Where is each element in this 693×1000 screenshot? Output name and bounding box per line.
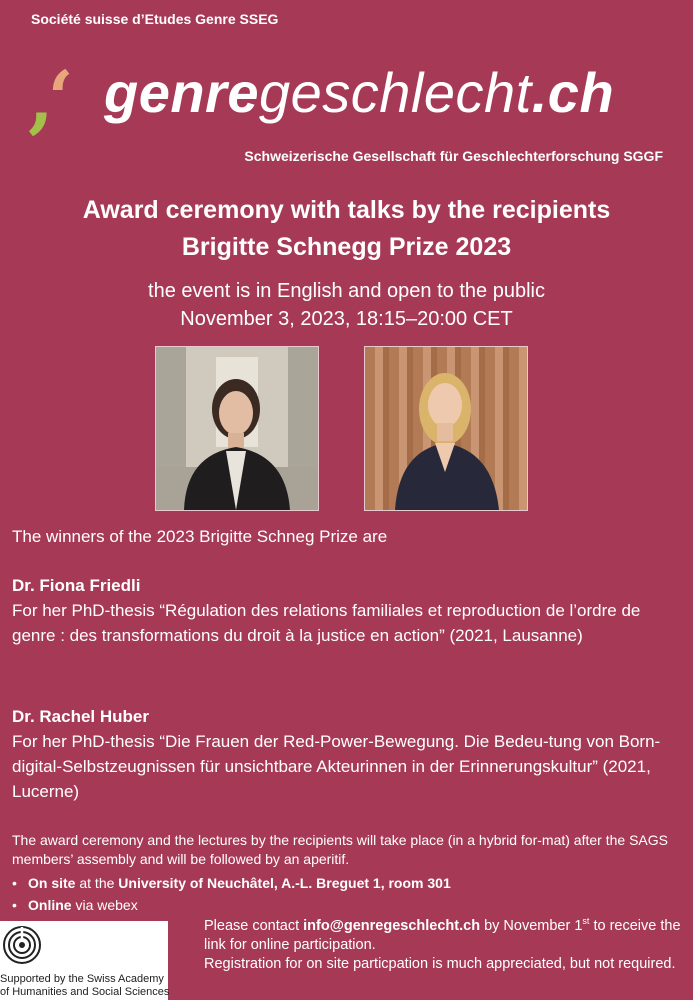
org-name-de: Schweizerische Gesellschaft für Geschlechterforschung SGGF <box>244 148 663 164</box>
winner-1-thesis: For her PhD-thesis “Régulation des relations familiales et reproduction de l’ordre de genre : des transformations du droit à la justice en action” (2021, Lausanne) <box>12 601 641 645</box>
logo-quote-green: , <box>28 56 54 142</box>
event-subtitle: the event is in English and open to the public <box>148 280 545 302</box>
portrait-2-illustration <box>365 347 527 510</box>
location-list <box>12 872 451 916</box>
contact-email-link[interactable]: info@genregeschlecht.ch <box>303 918 481 934</box>
event-datetime: November 3, 2023, 18:15–20:00 CET <box>180 308 513 330</box>
winners-intro: The winners of the 2023 Brigitte Schneg Prize are <box>12 527 388 546</box>
bullet-onsite <box>12 872 451 894</box>
registration-note: Registration for on site particpation is much appreciated, but not required. <box>204 956 676 972</box>
contact-prefix: Please contact <box>204 918 304 934</box>
genregeschlecht-logo[interactable] <box>28 56 668 142</box>
event-title: Award ceremony with talks by the recipients <box>82 196 611 224</box>
sponsor-box <box>0 921 168 1000</box>
winner-1-name: Dr. Fiona Friedli <box>12 576 141 595</box>
org-name-fr: Société suisse d’Etudes Genre SSEG <box>31 11 279 27</box>
winner-2-thesis: For her PhD-thesis “Die Frauen der Red-Power-Bewegung. Die Bedeu-tung von Born-digital-Selbstzeugnissen für unsichtbare Akteurinnen in der Erinnerungskultur” (2021, Lucerne) <box>12 732 661 801</box>
photo-rachel-huber <box>364 346 528 511</box>
bullet-online <box>12 894 451 916</box>
sponsor-line-1: Supported by the Swiss Academy <box>0 973 164 985</box>
sponsor-text <box>0 973 169 999</box>
contact-paragraph <box>204 917 684 955</box>
contact-suffix: to receive the link for online participation. <box>204 918 681 953</box>
bullet-icon: • <box>12 897 17 913</box>
onsite-location: University of Neuchâtel, A.-L. Breguet 1, room 301 <box>118 875 451 891</box>
photo-fiona-friedli <box>155 346 319 511</box>
winner-2-name: Dr. Rachel Huber <box>12 707 149 726</box>
prize-title: Brigitte Schnegg Prize 2023 <box>181 233 512 261</box>
online-via: via webex <box>71 897 138 913</box>
logo-quote-marks <box>28 56 74 142</box>
onsite-connector: at the <box>75 875 119 891</box>
logo-quote-peach: ‘ <box>47 56 74 142</box>
logo-tld: .ch <box>531 61 615 124</box>
logo-wordmark <box>104 56 614 130</box>
contact-deadline: by November 1 <box>480 918 583 934</box>
portrait-1-illustration <box>156 347 318 510</box>
labyrinth-icon <box>2 925 42 965</box>
sponsor-line-2: of Humanities and Social Sciences <box>0 986 170 998</box>
onsite-label: On site <box>28 875 76 891</box>
logo-bold: genre <box>104 61 259 124</box>
contact-deadline-sup: st <box>582 916 590 927</box>
contact-info <box>204 917 684 974</box>
online-label: Online <box>28 897 72 913</box>
logo-regular: geschlecht <box>259 61 532 124</box>
bullet-icon: • <box>12 875 17 891</box>
ceremony-info: The award ceremony and the lectures by the recipients will take place (in a hybrid for-mat) after the SAGS members’ assembly and will be followed by an aperitif. <box>12 832 668 867</box>
